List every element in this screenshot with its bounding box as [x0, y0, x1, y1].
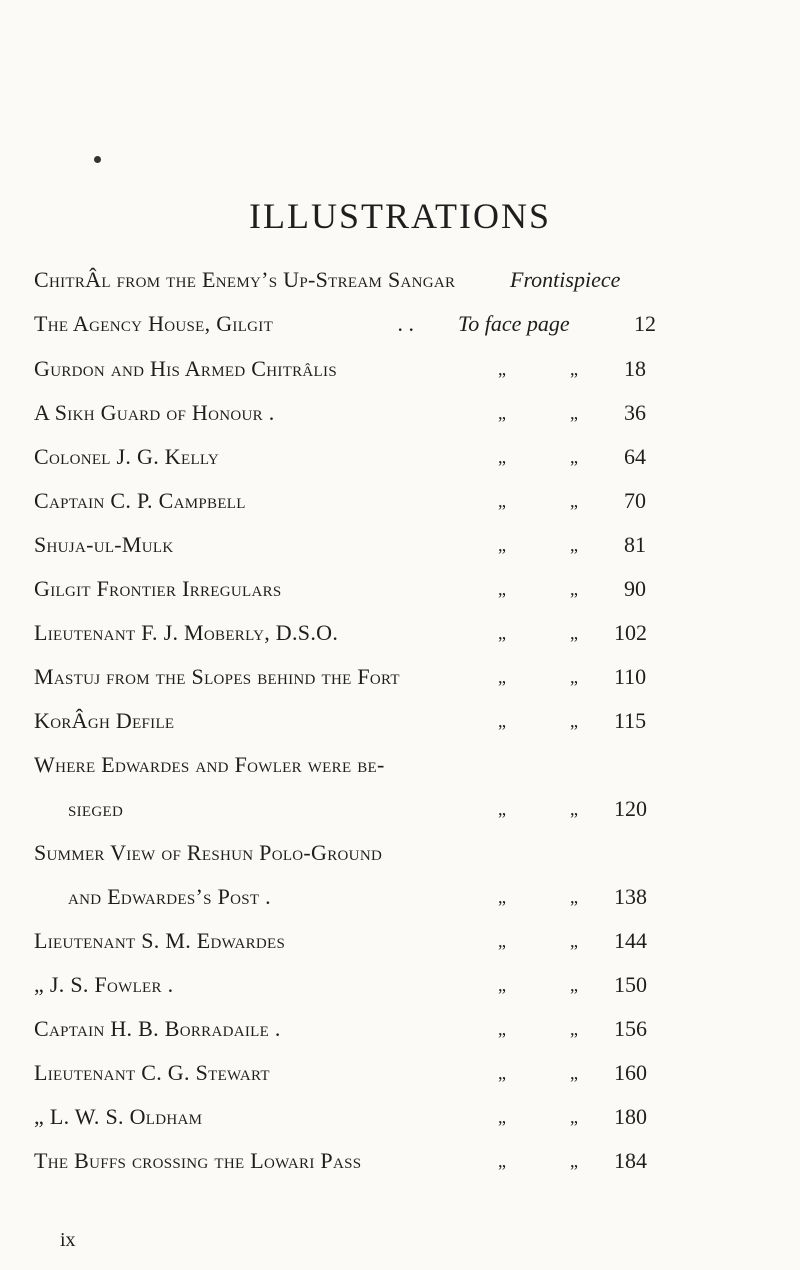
frontispiece-ref: Frontispiece — [510, 267, 621, 292]
ditto-mark: „ — [570, 359, 578, 379]
toc-row — [0, 485, 800, 517]
toc-row — [0, 529, 800, 561]
ditto-mark: „ — [498, 535, 506, 555]
ditto-mark: „ — [570, 887, 578, 907]
illustration-title-continued: and Edwardes’s Post . — [68, 884, 271, 909]
page-number: 12 — [634, 311, 656, 336]
page-heading: ILLUSTRATIONS — [249, 196, 551, 236]
toc-row — [0, 661, 800, 693]
page-number: 110 — [614, 664, 647, 689]
toc-row — [0, 1145, 800, 1177]
illustration-title: The Buffs crossing the Lowari Pass — [34, 1148, 362, 1173]
illustration-title-continued: sieged — [68, 796, 124, 821]
page-number: 102 — [614, 620, 647, 645]
page-number: 90 — [624, 576, 646, 601]
toc-row — [0, 881, 800, 913]
illustration-title: The Agency House, Gilgit — [34, 311, 274, 336]
illustration-title: Mastuj from the Slopes behind the Fort — [34, 664, 400, 689]
toc-row — [0, 925, 800, 957]
toc-row — [0, 353, 800, 385]
illustration-title: A Sikh Guard of Honour . — [34, 400, 275, 425]
ditto-mark: „ — [498, 491, 506, 511]
page-number: 120 — [614, 796, 647, 821]
toc-row — [0, 308, 800, 340]
ditto-mark: „ — [570, 1063, 578, 1083]
ditto-mark: „ — [570, 931, 578, 951]
page-number: 144 — [614, 928, 647, 953]
page-number: 18 — [624, 356, 646, 381]
toc-row — [0, 749, 800, 781]
illustration-title: ChitrÂl from the Enemy’s Up-Stream Sangar — [34, 267, 456, 292]
page-number: 64 — [624, 444, 646, 469]
toc-row — [0, 1101, 800, 1133]
page-number: 150 — [614, 972, 647, 997]
illustration-title: Lieutenant C. G. Stewart — [34, 1060, 270, 1085]
toc-row — [0, 969, 800, 1001]
ditto-mark: „ — [570, 711, 578, 731]
toc-row — [0, 1013, 800, 1045]
ditto-mark: „ — [498, 359, 506, 379]
illustration-title: „ L. W. S. Oldham — [34, 1104, 203, 1129]
illustration-title: Gilgit Frontier Irregulars — [34, 576, 282, 601]
toc-row — [0, 705, 800, 737]
ditto-mark: „ — [570, 403, 578, 423]
illustration-title: Shuja-ul-Mulk — [34, 532, 174, 557]
toc-row-frontispiece — [0, 264, 800, 296]
ditto-mark: „ — [498, 1019, 506, 1039]
ditto-mark: „ — [570, 491, 578, 511]
ditto-mark: „ — [570, 1019, 578, 1039]
ditto-mark: „ — [498, 579, 506, 599]
ditto-mark: „ — [498, 799, 506, 819]
illustration-title: Captain C. P. Campbell — [34, 488, 246, 513]
ditto-mark: „ — [498, 623, 506, 643]
page-number: 156 — [614, 1016, 647, 1041]
toc-row — [0, 397, 800, 429]
ditto-mark: „ — [498, 975, 506, 995]
toc-row — [0, 441, 800, 473]
toc-row — [0, 837, 800, 869]
illustration-title: KorÂgh Defile — [34, 708, 175, 733]
ditto-mark: „ — [498, 887, 506, 907]
ditto-mark: „ — [498, 447, 506, 467]
ditto-mark: „ — [570, 623, 578, 643]
page-folio: ix — [60, 1229, 76, 1251]
ditto-mark: „ — [498, 1107, 506, 1127]
ditto-mark: „ — [570, 579, 578, 599]
toc-row — [0, 573, 800, 605]
ditto-mark: „ — [570, 1151, 578, 1171]
illustration-title: Lieutenant F. J. Moberly, D.S.O. — [34, 620, 339, 645]
page-number: 81 — [624, 532, 646, 557]
toc-row — [0, 793, 800, 825]
illustration-title: Colonel J. G. Kelly — [34, 444, 220, 469]
ditto-mark: „ — [498, 1063, 506, 1083]
toc-row — [0, 1057, 800, 1089]
ditto-mark: „ — [498, 403, 506, 423]
illustration-title: Captain H. B. Borradaile . — [34, 1016, 281, 1041]
ditto-mark: „ — [498, 1151, 506, 1171]
page-number: 184 — [614, 1148, 647, 1173]
illustration-title: Gurdon and His Armed Chitrâlis — [34, 356, 337, 381]
leader-dots: . . — [398, 311, 415, 336]
ditto-mark: „ — [570, 447, 578, 467]
ditto-mark: „ — [570, 535, 578, 555]
page-number: 115 — [614, 708, 647, 733]
page-number: 36 — [624, 400, 646, 425]
page-number: 70 — [624, 488, 646, 513]
ditto-mark: „ — [498, 667, 506, 687]
ditto-mark: „ — [498, 931, 506, 951]
page-number: 160 — [614, 1060, 647, 1085]
ditto-mark: „ — [570, 667, 578, 687]
ink-speck — [94, 156, 101, 163]
ditto-mark: „ — [570, 1107, 578, 1127]
illustration-title: Lieutenant S. M. Edwardes — [34, 928, 286, 953]
illustration-title: „ J. S. Fowler . — [34, 972, 174, 997]
illustration-title: Where Edwardes and Fowler were be- — [34, 752, 385, 777]
toc-row — [0, 617, 800, 649]
page-number: 180 — [614, 1104, 647, 1129]
ditto-mark: „ — [570, 975, 578, 995]
to-face-page-label: To face page — [458, 311, 570, 336]
illustration-title: Summer View of Reshun Polo-Ground — [34, 840, 383, 865]
ditto-mark: „ — [498, 711, 506, 731]
ditto-mark: „ — [570, 799, 578, 819]
page-number: 138 — [614, 884, 647, 909]
